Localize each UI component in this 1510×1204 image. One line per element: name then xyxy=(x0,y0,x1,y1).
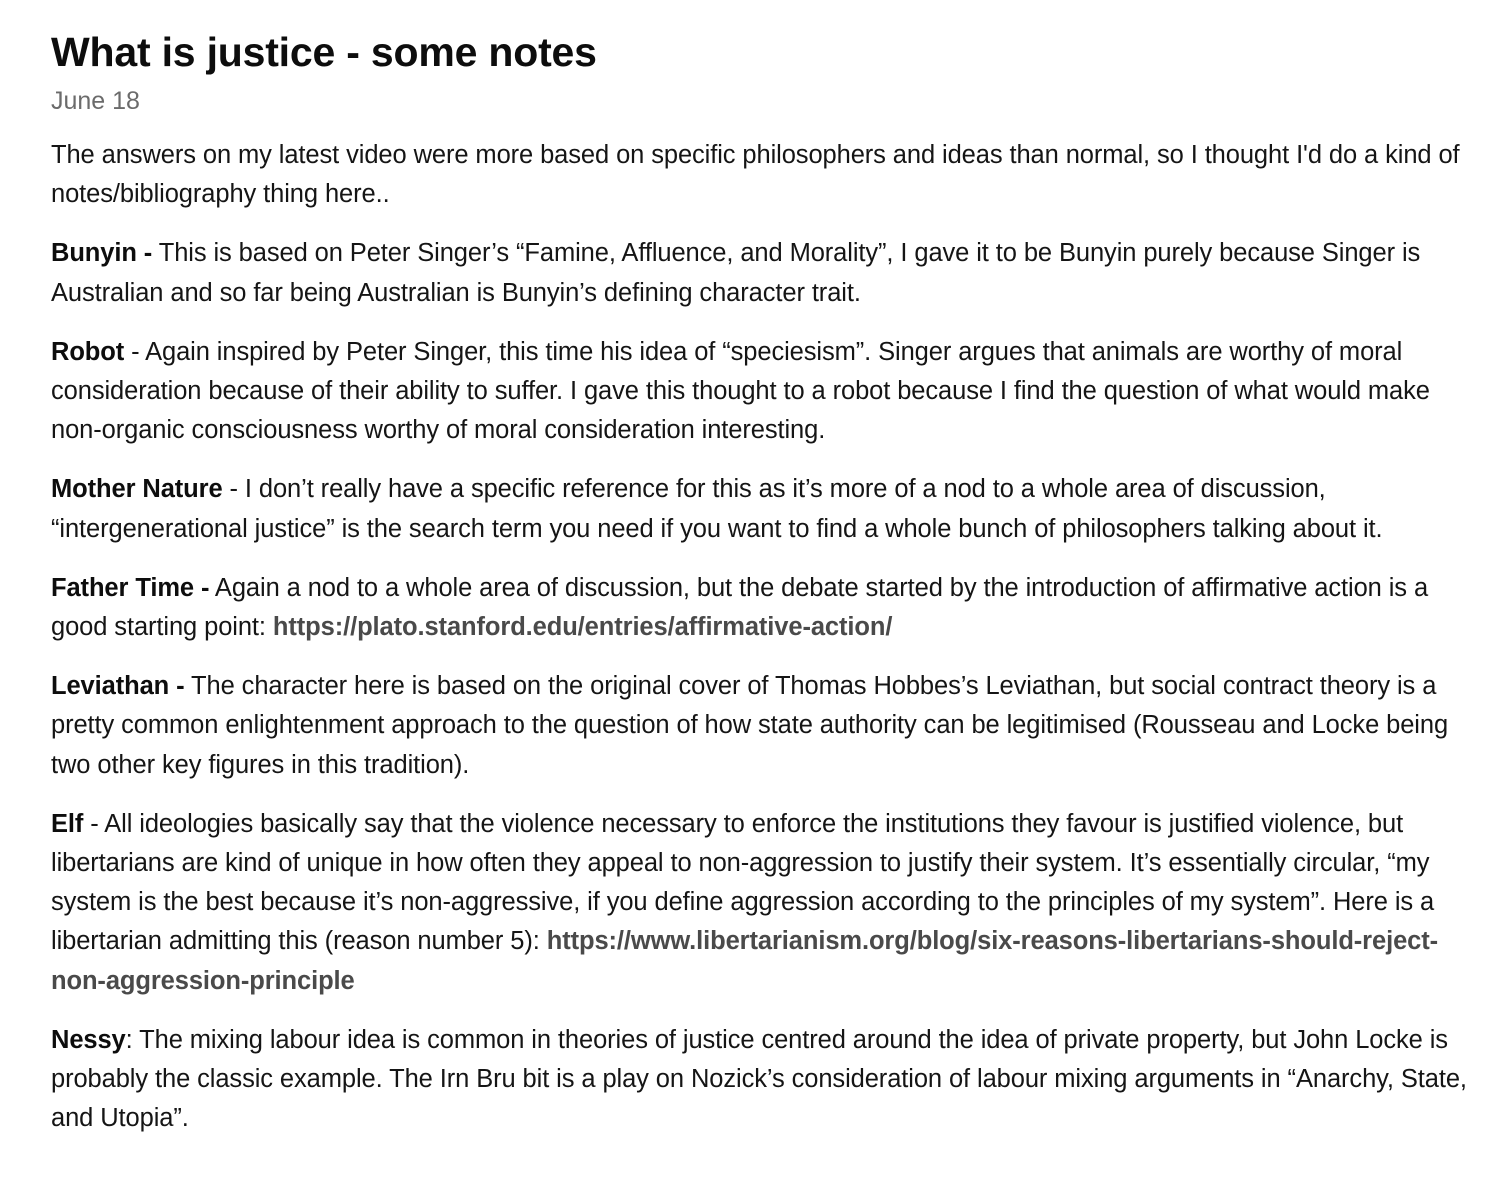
entry-name: Nessy xyxy=(51,1025,126,1054)
entry-name: Bunyin - xyxy=(51,239,153,268)
entry-father-time xyxy=(51,569,1470,647)
entry-text: - All ideologies basically say that the violence necessary to enforce the institutions they favour is justified violence, but libertarians are kind of unique in how often they appeal to non-aggression to justify their system. It’s essentially circular, “my system is the best because it’s non-aggressive, if you define aggression according to the principles of my system”. Here is a libertarian admitting this (reason number 5): xyxy=(51,809,1435,956)
entry-bunyin xyxy=(51,234,1470,312)
entry-robot xyxy=(51,333,1470,451)
entry-elf xyxy=(51,805,1470,1001)
post-body xyxy=(51,136,1470,1138)
affirmative-action-link[interactable]: https://plato.stanford.edu/entries/affirmative-action/ xyxy=(272,613,893,642)
entry-name: Elf xyxy=(51,809,84,838)
entry-text: The character here is based on the original cover of Thomas Hobbes’s Leviathan, but social contract theory is a pretty common enlightenment approach to the question of how state authority can be legitimised (Rousseau and Locke being two other key figures in this tradition). xyxy=(51,672,1449,779)
entry-name: Leviathan - xyxy=(51,672,185,701)
entry-text: This is based on Peter Singer’s “Famine, Affluence, and Morality”, I gave it to be Bunyin purely because Singer is Australian and so far being Australian is Bunyin’s defining character trait. xyxy=(51,239,1421,307)
entry-mother-nature xyxy=(51,470,1470,548)
entry-name: Father Time - xyxy=(51,573,210,602)
libertarianism-link[interactable]: https://www.libertarianism.org/blog/six-reasons-libertarians-should-reject-non-aggression-principle xyxy=(51,927,1439,995)
entry-name: Robot xyxy=(51,337,125,366)
entry-text: - I don’t really have a specific reference for this as it’s more of a nod to a whole area of discussion, “intergenerational justice” is the search term you need if you want to find a whole bunch of philosophers talking about it. xyxy=(51,475,1383,543)
post-date: June 18 xyxy=(51,87,140,115)
entry-text: : The mixing labour idea is common in theories of justice centred around the idea of private property, but John Locke is probably the classic example. The Irn Bru bit is a play on Nozick’s consideration of labour mixing arguments in “Anarchy, State, and Utopia”. xyxy=(51,1025,1467,1133)
entry-text: - Again inspired by Peter Singer, this time his idea of “speciesism”. Singer argues that animals are worthy of moral consideration because of their ability to suffer. I gave this thought to a robot because I find the question of what would make non-organic consciousness worthy of moral consideration interesting. xyxy=(51,337,1430,445)
post-title: What is justice - some notes xyxy=(51,29,597,75)
entry-name: Mother Nature xyxy=(51,475,223,504)
intro-paragraph: The answers on my latest video were more based on specific philosophers and ideas than normal, so I thought I'd do a kind of notes/bibliography thing here.. xyxy=(51,141,1460,209)
entry-text: Again a nod to a whole area of discussion, but the debate started by the introduction of affirmative action is a good starting point: xyxy=(51,573,1429,642)
entry-nessy xyxy=(51,1021,1470,1139)
entry-leviathan xyxy=(51,667,1470,785)
